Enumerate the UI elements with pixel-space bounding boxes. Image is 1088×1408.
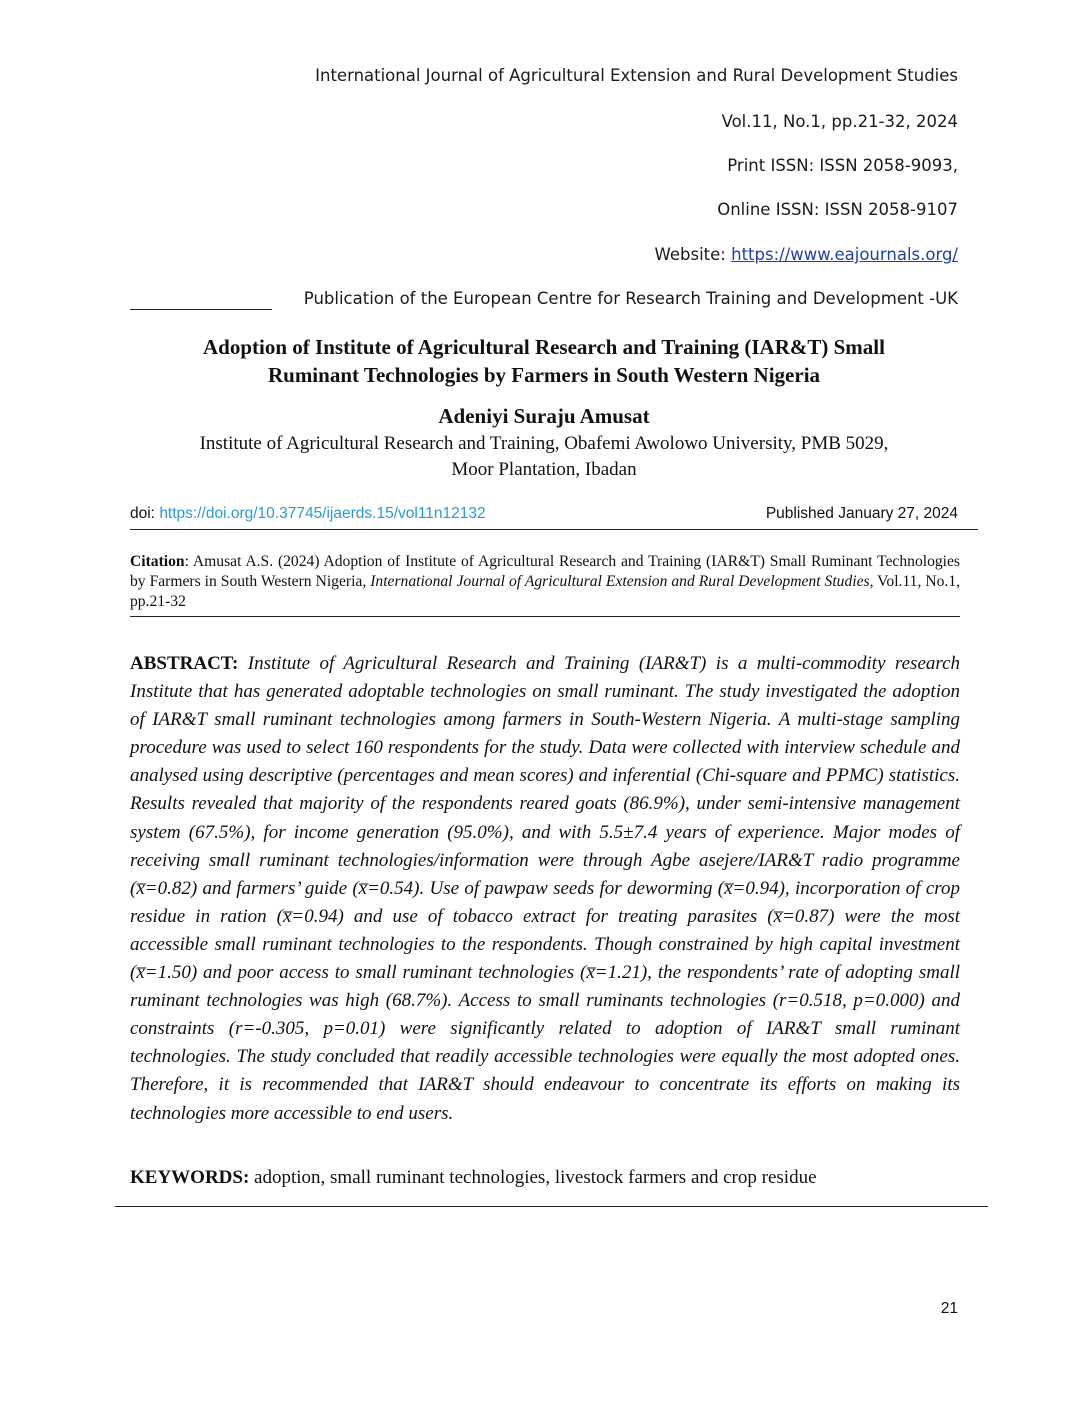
affiliation-line-2: Moor Plantation, Ibadan bbox=[451, 459, 637, 480]
online-issn: Online ISSN: ISSN 2058-9107 bbox=[717, 200, 958, 219]
published-date: Published January 27, 2024 bbox=[765, 505, 958, 522]
doi bbox=[130, 505, 486, 523]
keywords-label: KEYWORDS: bbox=[130, 1167, 250, 1188]
journal-name: International Journal of Agricultural Extension and Rural Development Studies bbox=[315, 66, 958, 85]
citation-text-a: : Amusat A.S. (2024) Adoption of Institute of Agricultural Research and Training (IAR&T) Small Ruminant Technologies by Farmers in South Western Nigeria, bbox=[130, 553, 960, 590]
title-line-1: Adoption of Institute of Agricultural Research and Training (IAR&T) Small bbox=[203, 335, 885, 359]
citation-block bbox=[130, 552, 960, 617]
author-name: Adeniyi Suraju Amusat bbox=[438, 404, 650, 428]
article-title bbox=[120, 333, 968, 389]
header-rule bbox=[130, 309, 272, 310]
website-link[interactable]: https://www.eajournals.org/ bbox=[731, 245, 958, 264]
abstract-text: Institute of Agricultural Research and Training (IAR&T) is a multi-commodity research Institute that has generated adoptable technologies on small ruminant. The study investigated the adoption of IAR&T small ruminant technologies among farmers in South-Western Nigeria. A multi-stage sampling procedure was used to select 160 respondents for the study. Data were collected with interview schedule and analysed using descriptive (percentages and mean scores) and inferential (Chi-square and PPMC) statistics. Results revealed that majority of the respondents reared goats (86.9%), under semi-intensive management system (67.5%), for income generation (95.0%), and with 5.5±7.4 years of experience. Major modes of receiving small ruminant technologies/information were through Agbe asejere/IAR&T radio programme (x̅=0.82) and farmers’ guide (x̅=0.54). Use of pawpaw seeds for deworming (x̅=0.94), incorporation of crop residue in ration (x̅=0.94) and use of tobacco extract for treating parasites (x̅=0.87) were the most accessible small ruminant technologies to the respondents. Though constrained by high capital investment (x̅=1.50) and poor access to small ruminant technologies (x̅=1.21), the respondents’ rate of adopting small ruminant technologies was high (68.7%). Access to small ruminants technologies (r=0.518, p=0.000) and constraints (r=-0.305, p=0.01) were significantly related to adoption of IAR&T small ruminant technologies. The study concluded that readily accessible technologies were equally the most adopted ones. Therefore, it is recommended that IAR&T should endeavour to concentrate its efforts on making its technologies more accessible to end users. bbox=[130, 653, 960, 1124]
page-number: 21 bbox=[940, 1300, 958, 1317]
citation-journal: International Journal of Agricultural Extension and Rural Development Studies bbox=[370, 573, 870, 590]
publisher-line bbox=[130, 289, 958, 313]
abstract-divider bbox=[115, 1206, 988, 1207]
website-line bbox=[655, 245, 958, 264]
citation-label: Citation bbox=[130, 553, 185, 570]
citation-text-b: , Vol.11, No.1, pp.21-32 bbox=[130, 573, 961, 610]
affiliation-line-1: Institute of Agricultural Research and Training, Obafemi Awolowo University, PMB 5029, bbox=[199, 433, 889, 454]
doi-row bbox=[130, 505, 978, 530]
doi-link[interactable]: https://doi.org/10.37745/ijaerds.15/vol11n12132 bbox=[159, 505, 486, 522]
title-line-2: Ruminant Technologies by Farmers in South Western Nigeria bbox=[267, 363, 821, 387]
website-label: Website: bbox=[654, 245, 732, 264]
print-issn: Print ISSN: ISSN 2058-9093, bbox=[727, 156, 958, 175]
doi-label: doi: bbox=[130, 505, 160, 522]
author-affiliation bbox=[120, 431, 968, 483]
abstract-block bbox=[130, 650, 960, 1128]
abstract-label: ABSTRACT: bbox=[130, 653, 239, 674]
volume-info: Vol.11, No.1, pp.21-32, 2024 bbox=[721, 112, 958, 131]
keywords-text: adoption, small ruminant technologies, livestock farmers and crop residue bbox=[249, 1167, 817, 1188]
publisher-text: Publication of the European Centre for Research Training and Development -UK bbox=[303, 289, 958, 308]
keywords-block bbox=[130, 1167, 960, 1189]
